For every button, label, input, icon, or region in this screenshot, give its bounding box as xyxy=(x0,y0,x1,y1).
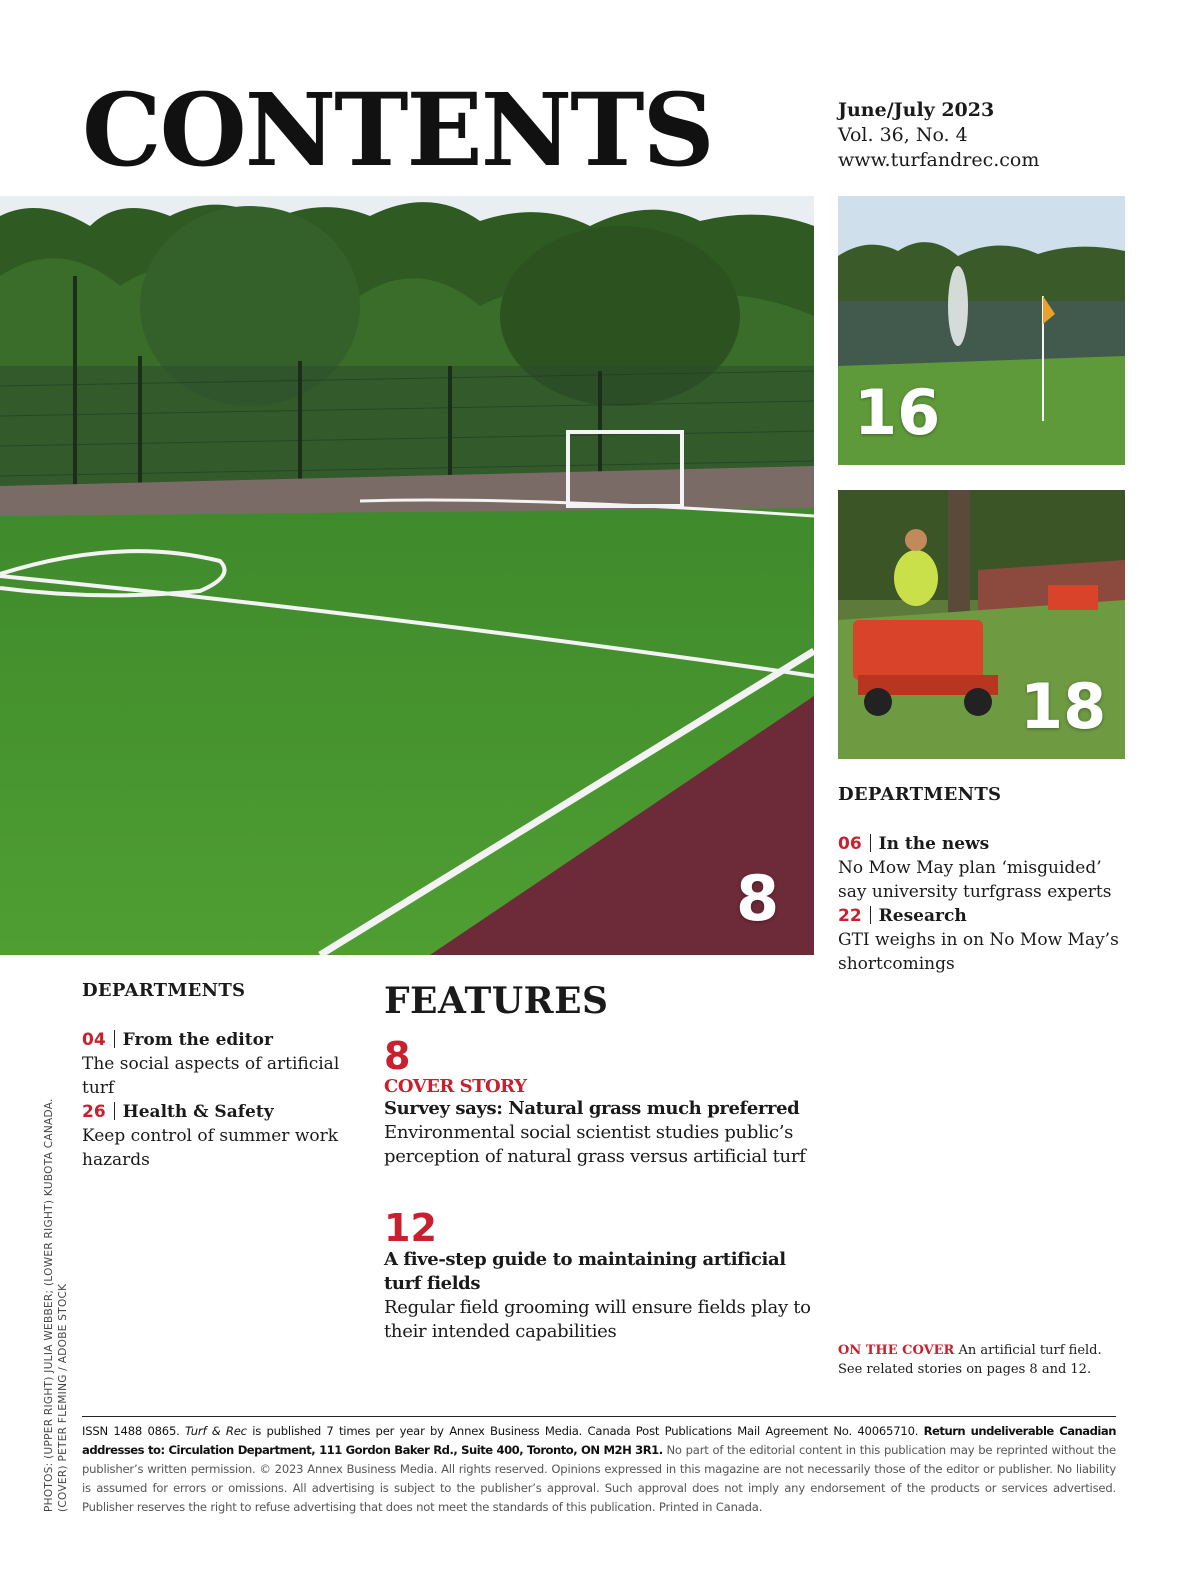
issue-info xyxy=(838,98,1039,173)
turf-field-illustration xyxy=(0,196,814,955)
item-section: In the news xyxy=(878,834,990,854)
item-page-number: 22 xyxy=(838,906,862,926)
list-item[interactable] xyxy=(838,904,1128,976)
departments-heading-right: DEPARTMENTS xyxy=(838,784,1002,805)
item-summary: No Mow May plan ‘misguided’ say university turfgrass experts xyxy=(838,858,1112,902)
departments-list-right xyxy=(838,832,1128,976)
list-item[interactable] xyxy=(82,1028,362,1100)
feature-headline: A five-step guide to maintaining artificial turf fields xyxy=(384,1249,786,1294)
issue-volume: Vol. 36, No. 4 xyxy=(838,124,968,146)
feature-dek: Regular field grooming will ensure fields play to their intended capabilities xyxy=(384,1297,811,1342)
photo-credits-line-2: (COVER) PETER FLEMING / ADOBE STOCK xyxy=(57,1283,69,1512)
item-section: From the editor xyxy=(122,1030,273,1050)
return-address: Return undeliverable Canadian addresses to: Circulation Department, 111 Gordon Baker Rd., Suite 400, Toronto, ON M2H 3R1. xyxy=(82,1424,1116,1457)
divider xyxy=(870,834,871,852)
issue-date: June/July 2023 xyxy=(838,99,995,121)
publication-name: Turf & Rec xyxy=(185,1424,247,1438)
feature-item-turf-guide[interactable] xyxy=(384,1208,814,1344)
item-summary: Keep control of summer work hazards xyxy=(82,1126,339,1170)
footer-divider xyxy=(82,1416,1116,1417)
disclaimer: No part of the editorial content in this publication may be reprinted without the publisher’s written permission. © 2023 Annex Business Media. All rights reserved. Opinions expressed in this magazine are not necessarily those of the editor or publisher. No liability is assumed for errors or omissions. All advertising is subject to the publisher’s approval. Such approval does not imply any endorsement of the products or services advertised. Publisher reserves the right to refuse advertising that does not meet the standards of this publication. Printed in Canada. xyxy=(82,1443,1116,1514)
website-link[interactable]: www.turfandrec.com xyxy=(838,149,1040,171)
legal-notice xyxy=(82,1422,1116,1517)
feature-dek: Environmental social scientist studies public’s perception of natural grass versus artificial turf xyxy=(384,1122,806,1167)
item-summary: The social aspects of artificial turf xyxy=(82,1054,340,1098)
departments-heading-left: DEPARTMENTS xyxy=(82,980,246,1001)
photo-credits-line-1: PHOTOS: (UPPER RIGHT) JULIA WEBBER; (LOWER RIGHT) KUBOTA CANADA. xyxy=(43,1098,55,1512)
cover-note xyxy=(838,1341,1118,1379)
divider xyxy=(114,1102,115,1120)
photo-zero-turn-mower xyxy=(838,490,1125,759)
lower-right-page-number: 18 xyxy=(1020,670,1107,743)
item-section: Research xyxy=(878,906,967,926)
list-item[interactable] xyxy=(82,1100,362,1172)
feature-item-cover-story[interactable] xyxy=(384,1036,814,1169)
cover-photo-turf-field xyxy=(0,196,814,955)
item-summary: GTI weighs in on No Mow May’s shortcomings xyxy=(838,930,1119,974)
divider xyxy=(870,906,871,924)
feature-page-number: 8 xyxy=(384,1034,411,1078)
divider xyxy=(114,1030,115,1048)
list-item[interactable] xyxy=(838,832,1128,904)
publication-statement: is published 7 times per year by Annex Business Media. Canada Post Publications Mail Agreement No. 40065710. xyxy=(252,1424,919,1438)
feature-page-number: 12 xyxy=(384,1206,437,1250)
issn: ISSN 1488 0865. xyxy=(82,1424,180,1438)
departments-list-left xyxy=(82,1028,362,1172)
main-photo-page-number: 8 xyxy=(736,862,780,935)
item-page-number: 26 xyxy=(82,1102,106,1122)
feature-headline: Survey says: Natural grass much preferred xyxy=(384,1098,800,1119)
cover-note-text: An artificial turf field. See related stories on pages 8 and 12. xyxy=(838,1343,1102,1377)
page-title: CONTENTS xyxy=(82,71,713,189)
top-right-page-number: 16 xyxy=(854,376,941,449)
features-heading: FEATURES xyxy=(384,980,609,1022)
photo-credits xyxy=(42,1032,70,1512)
photo-golf-pond xyxy=(838,196,1125,465)
item-page-number: 04 xyxy=(82,1030,106,1050)
cover-note-label: ON THE COVER xyxy=(838,1343,955,1358)
feature-kicker: COVER STORY xyxy=(384,1076,527,1097)
item-page-number: 06 xyxy=(838,834,862,854)
item-section: Health & Safety xyxy=(122,1102,274,1122)
